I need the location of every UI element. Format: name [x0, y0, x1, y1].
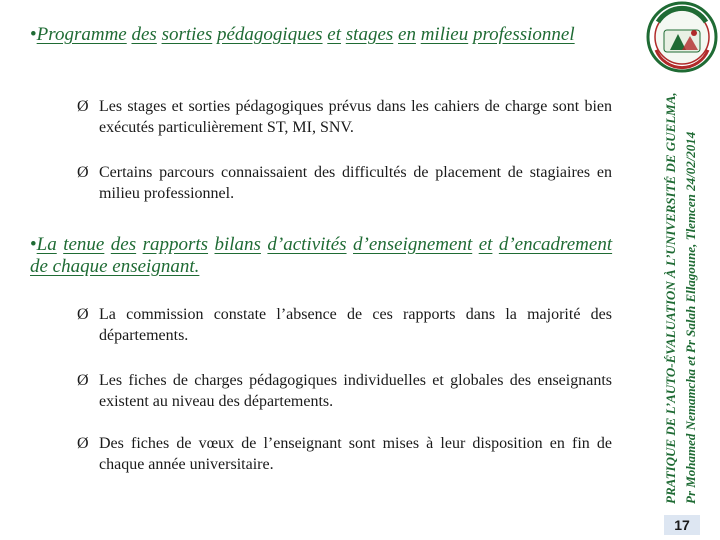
- heading-word: et: [478, 234, 493, 255]
- bullet-point: [77, 370, 612, 412]
- bullet-text: La commission constate l’absence de ces rapports dans la majorité des départements.: [99, 306, 612, 344]
- heading-word: professionnel: [472, 24, 575, 45]
- heading-word: d’activités: [267, 234, 347, 255]
- heading-word: d’enseignement: [353, 234, 473, 255]
- arrow-bullet-icon: Ø: [77, 306, 89, 323]
- bullet-text: Certains parcours connaissaient des difficultés de placement de stagiaires en milieu professionnel.: [99, 164, 612, 202]
- heading-word: stages: [345, 24, 394, 45]
- page-number: 17: [664, 515, 700, 535]
- sidebar-vertical-caption: [662, 84, 720, 504]
- heading-word: des: [131, 24, 157, 45]
- sidebar-authors: Pr Mohamed Nemamcha et Pr Salah Ellagoune, Tlemcen 24/02/2014: [683, 131, 698, 504]
- bullet-point: [77, 304, 612, 346]
- section-heading-programme: [30, 24, 612, 46]
- heading-word: pédagogiques: [217, 24, 323, 45]
- heading-word: milieu: [420, 24, 469, 45]
- heading-word: des: [110, 234, 137, 255]
- heading-word: bilans: [214, 234, 261, 255]
- heading-word: d’encadrement de chaque enseignant.: [30, 234, 613, 277]
- bullet-point: [77, 433, 612, 475]
- heading-word: Programme: [36, 24, 127, 45]
- sidebar-title: PRATIQUE DE L’AUTO-ÉVALUATION À L’UNIVERSITÉ DE GUELMA,: [663, 92, 678, 504]
- arrow-bullet-icon: Ø: [77, 164, 89, 181]
- heading-word: rapports: [142, 234, 209, 255]
- heading-word: en: [398, 24, 416, 45]
- university-logo-icon: [642, 0, 720, 74]
- heading-word: sorties: [161, 24, 213, 45]
- arrow-bullet-icon: Ø: [77, 98, 89, 115]
- bullet-icon: •: [30, 234, 37, 255]
- arrow-bullet-icon: Ø: [77, 372, 89, 389]
- heading-word: tenue: [63, 234, 105, 255]
- bullet-text: Les fiches de charges pédagogiques individuelles et globales des enseignants existent au niveau des départements.: [99, 372, 612, 410]
- bullet-icon: •: [30, 24, 37, 45]
- section-heading-rapports: [30, 234, 612, 278]
- bullet-point: [77, 162, 612, 204]
- heading-word: La: [36, 234, 57, 255]
- bullet-point: [77, 96, 612, 138]
- bullet-text: Les stages et sorties pédagogiques prévus dans les cahiers de charge sont bien exécutés particulièrement ST, MI, SNV.: [99, 98, 612, 136]
- bullet-text: Des fiches de vœux de l’enseignant sont mises à leur disposition en fin de chaque année universitaire.: [99, 435, 612, 473]
- arrow-bullet-icon: Ø: [77, 435, 89, 452]
- heading-word: et: [327, 24, 342, 45]
